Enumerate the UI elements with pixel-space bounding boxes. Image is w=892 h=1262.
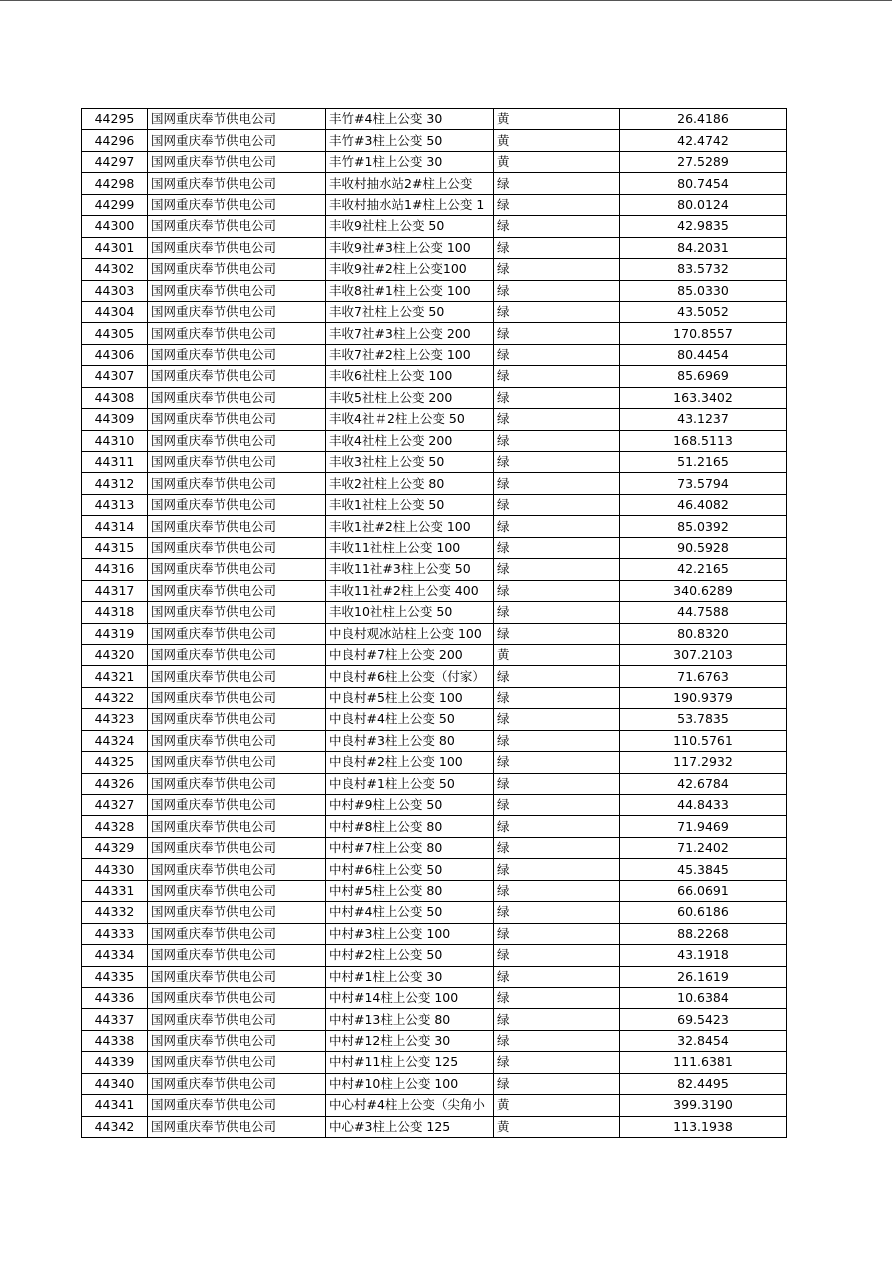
company-cell: 国网重庆奉节供电公司: [148, 387, 326, 408]
row-id-cell: 44328: [82, 816, 148, 837]
table-row: [82, 494, 787, 515]
row-id-cell: 44322: [82, 687, 148, 708]
value-cell: 80.7454: [620, 173, 787, 194]
status-cell: 绿: [494, 795, 620, 816]
value-cell: 43.1918: [620, 945, 787, 966]
table-row: [82, 923, 787, 944]
status-cell: 绿: [494, 623, 620, 644]
status-cell: 绿: [494, 452, 620, 473]
value-cell: 43.1237: [620, 409, 787, 430]
company-cell: 国网重庆奉节供电公司: [148, 966, 326, 987]
value-cell: 307.2103: [620, 644, 787, 665]
value-cell: 10.6384: [620, 987, 787, 1008]
status-cell: 绿: [494, 387, 620, 408]
value-cell: 42.2165: [620, 559, 787, 580]
value-cell: 26.4186: [620, 109, 787, 130]
status-cell: 绿: [494, 966, 620, 987]
status-cell: 绿: [494, 301, 620, 322]
status-cell: 绿: [494, 945, 620, 966]
row-id-cell: 44311: [82, 452, 148, 473]
transformer-name-cell: 丰收9社#2柱上公变100: [326, 259, 494, 280]
transformer-name-cell: 中村#14柱上公变 100: [326, 987, 494, 1008]
transformer-name-cell: 中村#4柱上公变 50: [326, 902, 494, 923]
company-cell: 国网重庆奉节供电公司: [148, 173, 326, 194]
value-cell: 73.5794: [620, 473, 787, 494]
value-cell: 32.8454: [620, 1030, 787, 1051]
row-id-cell: 44307: [82, 366, 148, 387]
transformer-name-cell: 丰收3社柱上公变 50: [326, 452, 494, 473]
value-cell: 45.3845: [620, 859, 787, 880]
table-row: [82, 194, 787, 215]
status-cell: 绿: [494, 816, 620, 837]
status-cell: 黄: [494, 130, 620, 151]
table-row: [82, 730, 787, 751]
table-row: [82, 1073, 787, 1094]
transformer-name-cell: 中村#3柱上公变 100: [326, 923, 494, 944]
transformer-name-cell: 丰收7社柱上公变 50: [326, 301, 494, 322]
row-id-cell: 44308: [82, 387, 148, 408]
transformer-name-cell: 丰收村抽水站1#柱上公变 1: [326, 194, 494, 215]
status-cell: 绿: [494, 1073, 620, 1094]
company-cell: 国网重庆奉节供电公司: [148, 880, 326, 901]
value-cell: 53.7835: [620, 709, 787, 730]
company-cell: 国网重庆奉节供电公司: [148, 452, 326, 473]
status-cell: 绿: [494, 516, 620, 537]
status-cell: 绿: [494, 259, 620, 280]
row-id-cell: 44335: [82, 966, 148, 987]
transformer-name-cell: 丰收11社柱上公变 100: [326, 537, 494, 558]
status-cell: 绿: [494, 173, 620, 194]
status-cell: 绿: [494, 1030, 620, 1051]
table-row: [82, 1009, 787, 1030]
row-id-cell: 44342: [82, 1116, 148, 1137]
status-cell: 绿: [494, 430, 620, 451]
transformer-name-cell: 丰收10社柱上公变 50: [326, 602, 494, 623]
value-cell: 85.0330: [620, 280, 787, 301]
transformer-name-cell: 丰竹#1柱上公变 30: [326, 151, 494, 172]
table-row: [82, 987, 787, 1008]
status-cell: 绿: [494, 237, 620, 258]
table-row: [82, 602, 787, 623]
status-cell: 绿: [494, 666, 620, 687]
table-row: [82, 902, 787, 923]
row-id-cell: 44295: [82, 109, 148, 130]
value-cell: 71.6763: [620, 666, 787, 687]
row-id-cell: 44323: [82, 709, 148, 730]
value-cell: 27.5289: [620, 151, 787, 172]
row-id-cell: 44333: [82, 923, 148, 944]
table-row: [82, 280, 787, 301]
row-id-cell: 44298: [82, 173, 148, 194]
row-id-cell: 44337: [82, 1009, 148, 1030]
row-id-cell: 44327: [82, 795, 148, 816]
transformer-name-cell: 中村#11柱上公变 125: [326, 1052, 494, 1073]
company-cell: 国网重庆奉节供电公司: [148, 1052, 326, 1073]
table-row: [82, 366, 787, 387]
company-cell: 国网重庆奉节供电公司: [148, 1095, 326, 1116]
status-cell: 绿: [494, 366, 620, 387]
table-row: [82, 516, 787, 537]
data-table: [81, 108, 787, 1138]
row-id-cell: 44301: [82, 237, 148, 258]
value-cell: 113.1938: [620, 1116, 787, 1137]
transformer-name-cell: 中良村#1柱上公变 50: [326, 773, 494, 794]
row-id-cell: 44330: [82, 859, 148, 880]
company-cell: 国网重庆奉节供电公司: [148, 280, 326, 301]
company-cell: 国网重庆奉节供电公司: [148, 366, 326, 387]
transformer-name-cell: 中良村#5柱上公变 100: [326, 687, 494, 708]
table-row: [82, 623, 787, 644]
value-cell: 80.4454: [620, 344, 787, 365]
row-id-cell: 44329: [82, 837, 148, 858]
company-cell: 国网重庆奉节供电公司: [148, 301, 326, 322]
transformer-name-cell: 丰收7社#2柱上公变 100: [326, 344, 494, 365]
table-row: [82, 966, 787, 987]
status-cell: 黄: [494, 1116, 620, 1137]
value-cell: 190.9379: [620, 687, 787, 708]
table-row: [82, 880, 787, 901]
transformer-name-cell: 丰收9社#3柱上公变 100: [326, 237, 494, 258]
transformer-name-cell: 中村#1柱上公变 30: [326, 966, 494, 987]
status-cell: 黄: [494, 644, 620, 665]
transformer-name-cell: 中村#8柱上公变 80: [326, 816, 494, 837]
company-cell: 国网重庆奉节供电公司: [148, 323, 326, 344]
table-row: [82, 795, 787, 816]
value-cell: 66.0691: [620, 880, 787, 901]
table-row: [82, 773, 787, 794]
status-cell: 绿: [494, 280, 620, 301]
status-cell: 绿: [494, 602, 620, 623]
row-id-cell: 44338: [82, 1030, 148, 1051]
status-cell: 绿: [494, 880, 620, 901]
company-cell: 国网重庆奉节供电公司: [148, 623, 326, 644]
transformer-name-cell: 中良村#7柱上公变 200: [326, 644, 494, 665]
company-cell: 国网重庆奉节供电公司: [148, 902, 326, 923]
value-cell: 83.5732: [620, 259, 787, 280]
company-cell: 国网重庆奉节供电公司: [148, 837, 326, 858]
status-cell: 绿: [494, 902, 620, 923]
row-id-cell: 44296: [82, 130, 148, 151]
status-cell: 绿: [494, 580, 620, 601]
row-id-cell: 44326: [82, 773, 148, 794]
company-cell: 国网重庆奉节供电公司: [148, 494, 326, 515]
row-id-cell: 44321: [82, 666, 148, 687]
table-row: [82, 537, 787, 558]
row-id-cell: 44305: [82, 323, 148, 344]
row-id-cell: 44334: [82, 945, 148, 966]
company-cell: 国网重庆奉节供电公司: [148, 945, 326, 966]
company-cell: 国网重庆奉节供电公司: [148, 687, 326, 708]
table-row: [82, 945, 787, 966]
value-cell: 71.2402: [620, 837, 787, 858]
table-row: [82, 644, 787, 665]
value-cell: 42.6784: [620, 773, 787, 794]
company-cell: 国网重庆奉节供电公司: [148, 1116, 326, 1137]
transformer-name-cell: 中村#7柱上公变 80: [326, 837, 494, 858]
company-cell: 国网重庆奉节供电公司: [148, 795, 326, 816]
transformer-name-cell: 丰收4社柱上公变 200: [326, 430, 494, 451]
status-cell: 绿: [494, 409, 620, 430]
value-cell: 71.9469: [620, 816, 787, 837]
table-row: [82, 1052, 787, 1073]
transformer-name-cell: 中良村#6柱上公变（付家）: [326, 666, 494, 687]
value-cell: 170.8557: [620, 323, 787, 344]
company-cell: 国网重庆奉节供电公司: [148, 1009, 326, 1030]
company-cell: 国网重庆奉节供电公司: [148, 730, 326, 751]
status-cell: 绿: [494, 859, 620, 880]
company-cell: 国网重庆奉节供电公司: [148, 130, 326, 151]
table-row: [82, 409, 787, 430]
row-id-cell: 44336: [82, 987, 148, 1008]
row-id-cell: 44317: [82, 580, 148, 601]
company-cell: 国网重庆奉节供电公司: [148, 344, 326, 365]
transformer-name-cell: 丰收11社#3柱上公变 50: [326, 559, 494, 580]
row-id-cell: 44324: [82, 730, 148, 751]
value-cell: 60.6186: [620, 902, 787, 923]
company-cell: 国网重庆奉节供电公司: [148, 259, 326, 280]
value-cell: 85.0392: [620, 516, 787, 537]
status-cell: 黄: [494, 109, 620, 130]
company-cell: 国网重庆奉节供电公司: [148, 559, 326, 580]
value-cell: 340.6289: [620, 580, 787, 601]
value-cell: 82.4495: [620, 1073, 787, 1094]
table-row: [82, 259, 787, 280]
transformer-name-cell: 丰收8社#1柱上公变 100: [326, 280, 494, 301]
company-cell: 国网重庆奉节供电公司: [148, 816, 326, 837]
transformer-name-cell: 中良村#4柱上公变 50: [326, 709, 494, 730]
status-cell: 绿: [494, 559, 620, 580]
status-cell: 绿: [494, 194, 620, 215]
table-row: [82, 430, 787, 451]
company-cell: 国网重庆奉节供电公司: [148, 237, 326, 258]
company-cell: 国网重庆奉节供电公司: [148, 709, 326, 730]
transformer-name-cell: 丰收5社柱上公变 200: [326, 387, 494, 408]
table-row: [82, 580, 787, 601]
company-cell: 国网重庆奉节供电公司: [148, 430, 326, 451]
table-row: [82, 323, 787, 344]
value-cell: 110.5761: [620, 730, 787, 751]
company-cell: 国网重庆奉节供电公司: [148, 752, 326, 773]
status-cell: 绿: [494, 1052, 620, 1073]
table-row: [82, 237, 787, 258]
value-cell: 42.4742: [620, 130, 787, 151]
row-id-cell: 44297: [82, 151, 148, 172]
status-cell: 绿: [494, 752, 620, 773]
row-id-cell: 44309: [82, 409, 148, 430]
transformer-name-cell: 丰竹#4柱上公变 30: [326, 109, 494, 130]
value-cell: 46.4082: [620, 494, 787, 515]
table-row: [82, 109, 787, 130]
value-cell: 111.6381: [620, 1052, 787, 1073]
transformer-name-cell: 中村#12柱上公变 30: [326, 1030, 494, 1051]
row-id-cell: 44318: [82, 602, 148, 623]
transformer-name-cell: 丰竹#3柱上公变 50: [326, 130, 494, 151]
transformer-name-cell: 中村#10柱上公变 100: [326, 1073, 494, 1094]
status-cell: 绿: [494, 1009, 620, 1030]
value-cell: 69.5423: [620, 1009, 787, 1030]
table-row: [82, 1095, 787, 1116]
status-cell: 绿: [494, 730, 620, 751]
value-cell: 42.9835: [620, 216, 787, 237]
value-cell: 80.8320: [620, 623, 787, 644]
value-cell: 26.1619: [620, 966, 787, 987]
value-cell: 85.6969: [620, 366, 787, 387]
status-cell: 绿: [494, 473, 620, 494]
company-cell: 国网重庆奉节供电公司: [148, 1030, 326, 1051]
company-cell: 国网重庆奉节供电公司: [148, 194, 326, 215]
transformer-name-cell: 丰收11社#2柱上公变 400: [326, 580, 494, 601]
company-cell: 国网重庆奉节供电公司: [148, 473, 326, 494]
table-row: [82, 666, 787, 687]
table-row: [82, 173, 787, 194]
table-row: [82, 130, 787, 151]
value-cell: 88.2268: [620, 923, 787, 944]
status-cell: 绿: [494, 987, 620, 1008]
value-cell: 44.8433: [620, 795, 787, 816]
status-cell: 绿: [494, 687, 620, 708]
row-id-cell: 44310: [82, 430, 148, 451]
transformer-name-cell: 丰收4社＃2柱上公变 50: [326, 409, 494, 430]
transformer-name-cell: 中村#2柱上公变 50: [326, 945, 494, 966]
transformer-name-cell: 丰收6社柱上公变 100: [326, 366, 494, 387]
value-cell: 44.7588: [620, 602, 787, 623]
status-cell: 绿: [494, 923, 620, 944]
table-row: [82, 301, 787, 322]
company-cell: 国网重庆奉节供电公司: [148, 666, 326, 687]
table-row: [82, 473, 787, 494]
table-row: [82, 344, 787, 365]
transformer-name-cell: 中心村#4柱上公变（尖角小: [326, 1095, 494, 1116]
transformer-name-cell: 中心#3柱上公变 125: [326, 1116, 494, 1137]
transformer-name-cell: 中良村#2柱上公变 100: [326, 752, 494, 773]
row-id-cell: 44312: [82, 473, 148, 494]
row-id-cell: 44315: [82, 537, 148, 558]
transformer-name-cell: 中村#6柱上公变 50: [326, 859, 494, 880]
row-id-cell: 44325: [82, 752, 148, 773]
table-body: [82, 109, 787, 1138]
row-id-cell: 44304: [82, 301, 148, 322]
status-cell: 黄: [494, 1095, 620, 1116]
status-cell: 绿: [494, 773, 620, 794]
status-cell: 绿: [494, 709, 620, 730]
table-row: [82, 1116, 787, 1137]
row-id-cell: 44313: [82, 494, 148, 515]
transformer-name-cell: 中村#5柱上公变 80: [326, 880, 494, 901]
company-cell: 国网重庆奉节供电公司: [148, 109, 326, 130]
value-cell: 84.2031: [620, 237, 787, 258]
table-row: [82, 559, 787, 580]
status-cell: 绿: [494, 537, 620, 558]
transformer-name-cell: 丰收村抽水站2#柱上公变: [326, 173, 494, 194]
table-row: [82, 709, 787, 730]
row-id-cell: 44339: [82, 1052, 148, 1073]
table-row: [82, 752, 787, 773]
transformer-name-cell: 中村#13柱上公变 80: [326, 1009, 494, 1030]
status-cell: 黄: [494, 151, 620, 172]
row-id-cell: 44331: [82, 880, 148, 901]
transformer-name-cell: 中村#9柱上公变 50: [326, 795, 494, 816]
company-cell: 国网重庆奉节供电公司: [148, 923, 326, 944]
table-row: [82, 216, 787, 237]
company-cell: 国网重庆奉节供电公司: [148, 1073, 326, 1094]
value-cell: 163.3402: [620, 387, 787, 408]
table-row: [82, 837, 787, 858]
company-cell: 国网重庆奉节供电公司: [148, 537, 326, 558]
company-cell: 国网重庆奉节供电公司: [148, 644, 326, 665]
row-id-cell: 44306: [82, 344, 148, 365]
status-cell: 绿: [494, 323, 620, 344]
row-id-cell: 44340: [82, 1073, 148, 1094]
row-id-cell: 44303: [82, 280, 148, 301]
company-cell: 国网重庆奉节供电公司: [148, 987, 326, 1008]
transformer-name-cell: 丰收1社柱上公变 50: [326, 494, 494, 515]
transformer-name-cell: 中良村观冰站柱上公变 100: [326, 623, 494, 644]
table-row: [82, 816, 787, 837]
value-cell: 399.3190: [620, 1095, 787, 1116]
value-cell: 80.0124: [620, 194, 787, 215]
company-cell: 国网重庆奉节供电公司: [148, 859, 326, 880]
value-cell: 168.5113: [620, 430, 787, 451]
table-row: [82, 452, 787, 473]
transformer-name-cell: 丰收1社#2柱上公变 100: [326, 516, 494, 537]
transformer-name-cell: 中良村#3柱上公变 80: [326, 730, 494, 751]
row-id-cell: 44319: [82, 623, 148, 644]
status-cell: 绿: [494, 837, 620, 858]
row-id-cell: 44341: [82, 1095, 148, 1116]
row-id-cell: 44320: [82, 644, 148, 665]
row-id-cell: 44302: [82, 259, 148, 280]
transformer-name-cell: 丰收7社#3柱上公变 200: [326, 323, 494, 344]
row-id-cell: 44332: [82, 902, 148, 923]
table-row: [82, 387, 787, 408]
table-row: [82, 1030, 787, 1051]
value-cell: 90.5928: [620, 537, 787, 558]
table-row: [82, 151, 787, 172]
company-cell: 国网重庆奉节供电公司: [148, 602, 326, 623]
page-top-border: [0, 0, 892, 1]
company-cell: 国网重庆奉节供电公司: [148, 516, 326, 537]
row-id-cell: 44316: [82, 559, 148, 580]
value-cell: 43.5052: [620, 301, 787, 322]
row-id-cell: 44300: [82, 216, 148, 237]
row-id-cell: 44314: [82, 516, 148, 537]
transformer-name-cell: 丰收2社柱上公变 80: [326, 473, 494, 494]
row-id-cell: 44299: [82, 194, 148, 215]
status-cell: 绿: [494, 344, 620, 365]
status-cell: 绿: [494, 216, 620, 237]
company-cell: 国网重庆奉节供电公司: [148, 580, 326, 601]
transformer-name-cell: 丰收9社柱上公变 50: [326, 216, 494, 237]
status-cell: 绿: [494, 494, 620, 515]
company-cell: 国网重庆奉节供电公司: [148, 216, 326, 237]
value-cell: 51.2165: [620, 452, 787, 473]
table-row: [82, 859, 787, 880]
company-cell: 国网重庆奉节供电公司: [148, 151, 326, 172]
company-cell: 国网重庆奉节供电公司: [148, 409, 326, 430]
company-cell: 国网重庆奉节供电公司: [148, 773, 326, 794]
table-row: [82, 687, 787, 708]
value-cell: 117.2932: [620, 752, 787, 773]
